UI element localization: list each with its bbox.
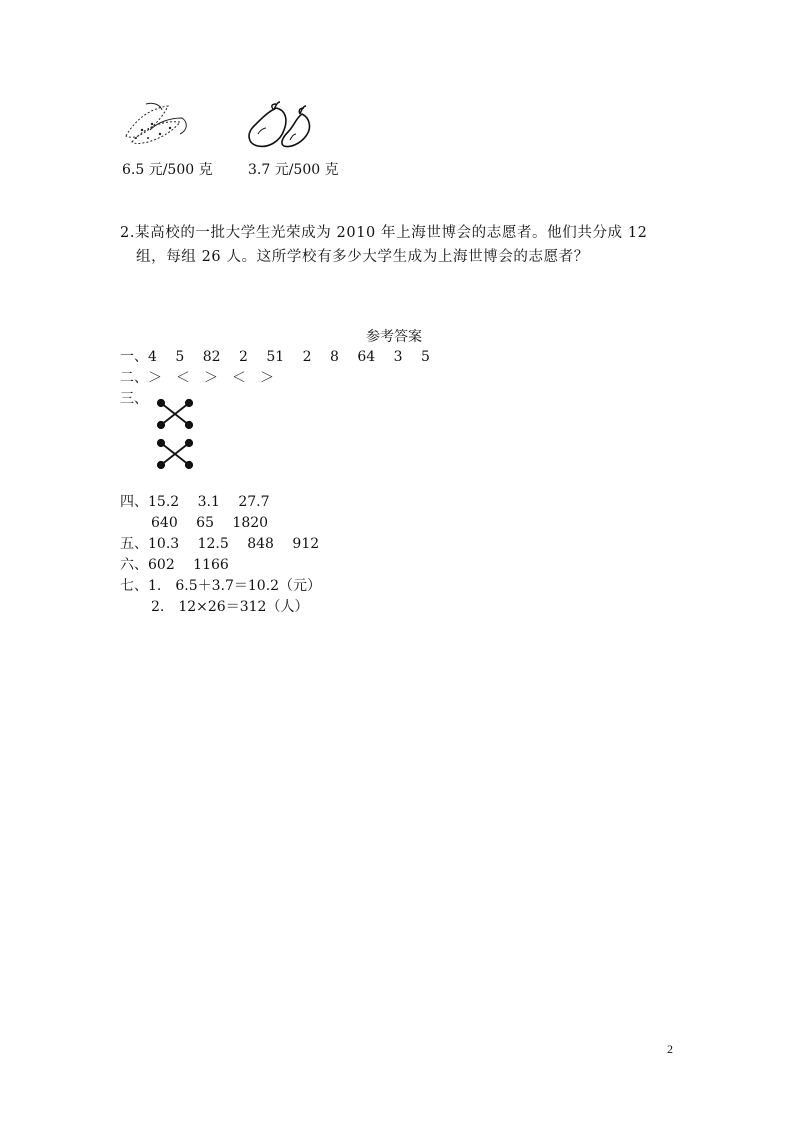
answer-3-label: 三、 — [120, 391, 148, 407]
bean-price: 6.5 元/500 克 — [122, 162, 213, 178]
answer-2: 二、＞ ＜ ＞ ＜ ＞ — [120, 370, 274, 386]
answer-1: 一、4 5 82 2 51 2 8 64 3 5 — [120, 349, 430, 365]
page-number: 2 — [667, 1042, 673, 1056]
answer-4-line-2: 640 65 1820 — [151, 515, 269, 531]
cross-top — [158, 400, 192, 428]
answer-4-line-1: 四、15.2 3.1 27.7 — [120, 494, 270, 510]
matching-lines-diagram — [155, 395, 197, 475]
eggplant-icon — [246, 100, 318, 150]
question-2-line-2: 组，每组 26 人。这所学校有多少大学生成为上海世博会的志愿者？ — [136, 249, 589, 265]
answer-5: 五、10.3 12.5 848 912 — [120, 536, 320, 552]
answer-6: 六、602 1166 — [120, 557, 229, 573]
answer-7-line-1: 七、1. 6.5＋3.7＝10.2（元） — [120, 578, 322, 594]
bean-pods-icon — [122, 100, 194, 146]
cross-bottom — [158, 440, 192, 468]
eggplant-price: 3.7 元/500 克 — [248, 162, 339, 178]
answer-7-line-2: 2. 12×26＝312（人） — [151, 599, 309, 615]
question-2-line-1: 2.某高校的一批大学生光荣成为 2010 年上海世博会的志愿者。他们共分成 12 — [120, 225, 648, 241]
answers-title: 参考答案 — [366, 329, 422, 345]
